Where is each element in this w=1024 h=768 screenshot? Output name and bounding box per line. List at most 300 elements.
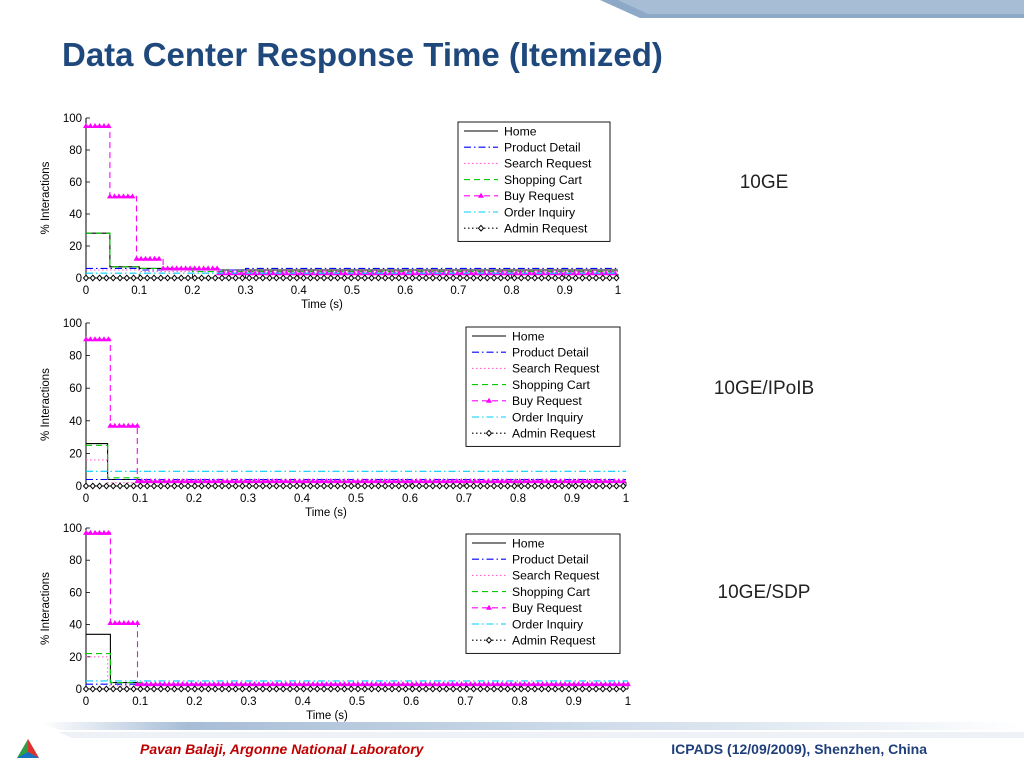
data-point (485, 275, 490, 281)
y-tick-label: 0 (75, 481, 82, 493)
data-point (573, 275, 578, 281)
data-point (471, 275, 476, 281)
data-point (607, 275, 612, 281)
data-point (267, 483, 272, 489)
data-point (560, 483, 565, 489)
y-tick-label: 60 (69, 383, 82, 396)
series-admin-request (84, 483, 627, 489)
data-point (260, 686, 265, 692)
y-tick-label: 60 (69, 587, 82, 600)
data-point (594, 275, 599, 281)
panel-label-10ge: 10GE (739, 172, 789, 193)
data-point (485, 483, 490, 489)
data-point (553, 275, 558, 281)
header-band (0, 0, 1024, 20)
data-point (505, 275, 510, 281)
data-point (138, 275, 143, 281)
x-tick-label: 0 (82, 696, 90, 708)
legend-label-product-detail: Product Detail (512, 345, 589, 360)
x-tick-label: 0.9 (564, 493, 580, 505)
data-point (471, 686, 476, 692)
x-tick-label: 1 (614, 285, 622, 297)
data-point (199, 275, 204, 281)
x-tick-label: 1 (622, 493, 630, 505)
data-point (539, 275, 544, 281)
data-point (192, 275, 197, 281)
data-point (430, 483, 435, 489)
legend (466, 327, 620, 446)
x-tick-label: 0.3 (237, 285, 254, 297)
data-point (260, 483, 265, 489)
data-point (390, 275, 395, 281)
data-point (362, 275, 367, 281)
data-point (369, 686, 374, 692)
x-tick-label: 0.2 (186, 696, 203, 708)
data-point (308, 686, 313, 692)
data-point (417, 686, 422, 692)
data-point (335, 686, 340, 692)
data-point (383, 483, 388, 489)
series-home (86, 444, 626, 482)
y-tick-label: 20 (69, 651, 82, 664)
data-point (226, 275, 231, 281)
legend-label-shopping-cart: Shopping Cart (504, 172, 582, 187)
x-tick-label: 0 (82, 285, 90, 297)
data-point (206, 483, 211, 489)
y-tick-label: 80 (69, 350, 82, 363)
data-point (186, 275, 191, 281)
data-point (566, 686, 571, 692)
data-point (134, 620, 140, 625)
legend-label-order-inquiry: Order Inquiry (512, 617, 584, 632)
data-point (342, 483, 347, 489)
x-tick-label: 0.3 (240, 493, 256, 505)
data-point (233, 483, 238, 489)
data-point (138, 483, 143, 489)
data-point (390, 686, 395, 692)
y-axis-label: % Interactions (40, 572, 52, 645)
footer (0, 718, 1024, 768)
data-point (328, 483, 333, 489)
legend (458, 122, 610, 241)
data-point (621, 686, 626, 692)
series-admin-request (84, 686, 629, 692)
x-axis-label: Time (s) (305, 507, 347, 519)
x-tick-label: 0.5 (349, 696, 365, 708)
data-point (430, 275, 435, 281)
data-point (165, 686, 170, 692)
data-point (390, 483, 395, 489)
legend-label-product-detail: Product Detail (512, 552, 589, 567)
data-point (233, 686, 238, 692)
data-point (220, 275, 225, 281)
data-point (492, 275, 497, 281)
data-point (526, 483, 531, 489)
data-point (152, 686, 157, 692)
data-point (158, 275, 163, 281)
data-point (220, 686, 225, 692)
data-point (124, 686, 129, 692)
data-point (213, 483, 218, 489)
data-point (206, 275, 211, 281)
legend-label-home: Home (512, 536, 545, 551)
data-point (308, 275, 313, 281)
footer-author: Pavan Balaji, Argonne National Laboratory (140, 741, 424, 757)
footer-conference: ICPADS (12/09/2009), Shenzhen, China (671, 741, 927, 757)
data-point (145, 275, 150, 281)
data-point (607, 686, 612, 692)
data-point (233, 275, 238, 281)
series-line-search-request (86, 657, 628, 686)
y-tick-label: 40 (69, 209, 82, 221)
data-point (335, 275, 340, 281)
x-tick-label: 0.1 (132, 493, 148, 505)
data-point (458, 686, 463, 692)
legend-label-search-request: Search Request (512, 568, 600, 583)
y-axis-label: % Interactions (40, 161, 52, 235)
legend-label-search-request: Search Request (512, 361, 600, 376)
legend-label-shopping-cart: Shopping Cart (512, 377, 590, 392)
data-point (226, 483, 231, 489)
series-shopping-cart (86, 654, 628, 685)
data-point (288, 483, 293, 489)
data-point (444, 275, 449, 281)
data-point (546, 483, 551, 489)
data-point (172, 275, 177, 281)
legend (466, 534, 620, 653)
data-point (281, 483, 286, 489)
data-point (335, 483, 340, 489)
data-point (539, 686, 544, 692)
data-point (179, 483, 184, 489)
data-point (131, 483, 136, 489)
data-point (240, 275, 245, 281)
data-point (383, 275, 388, 281)
data-point (179, 275, 184, 281)
data-point (560, 275, 565, 281)
data-point (90, 483, 95, 489)
panel-label-10ge-ipoib: 10GE/IPoIB (713, 378, 815, 399)
data-point (322, 483, 327, 489)
data-point (369, 275, 374, 281)
data-point (111, 483, 116, 489)
data-point (254, 275, 259, 281)
y-tick-label: 40 (69, 415, 82, 428)
chart-panel-10ge-sdp (30, 518, 640, 728)
data-point (587, 483, 592, 489)
data-point (220, 483, 225, 489)
legend-label-buy-request: Buy Request (504, 189, 574, 204)
data-point (342, 686, 347, 692)
y-tick-label: 100 (62, 523, 82, 535)
data-point (424, 483, 429, 489)
data-point (478, 483, 483, 489)
data-point (84, 483, 89, 489)
data-point (396, 686, 401, 692)
legend-label-buy-request: Buy Request (512, 601, 582, 616)
x-tick-label: 1 (624, 696, 632, 708)
data-point (587, 686, 592, 692)
series-search-request (86, 460, 626, 483)
x-tick-label: 0.6 (397, 285, 414, 297)
data-point (403, 275, 408, 281)
legend-label-buy-request: Buy Request (512, 394, 582, 409)
x-tick-label: 0.7 (457, 696, 474, 708)
data-point (301, 275, 306, 281)
y-tick-label: 80 (69, 145, 82, 157)
data-point (138, 686, 143, 692)
data-point (267, 275, 272, 281)
data-point (349, 275, 354, 281)
data-point (152, 275, 157, 281)
data-point (294, 483, 299, 489)
data-point (118, 483, 123, 489)
data-point (247, 483, 252, 489)
data-point (274, 686, 279, 692)
data-point (492, 686, 497, 692)
series-line-shopping-cart (86, 445, 626, 481)
legend-label-order-inquiry: Order Inquiry (512, 410, 584, 425)
data-point (274, 483, 279, 489)
data-point (349, 483, 354, 489)
data-point (396, 483, 401, 489)
y-tick-label: 20 (69, 241, 82, 253)
data-point (376, 275, 381, 281)
data-point (362, 686, 367, 692)
data-point (90, 686, 95, 692)
data-point (451, 275, 456, 281)
legend-label-home: Home (512, 329, 545, 344)
data-point (464, 275, 469, 281)
data-point (206, 686, 211, 692)
data-point (247, 686, 252, 692)
data-point (145, 686, 150, 692)
data-point (410, 275, 415, 281)
data-point (526, 686, 531, 692)
data-point (478, 275, 483, 281)
data-point (451, 686, 456, 692)
data-point (308, 483, 313, 489)
data-point (417, 275, 422, 281)
chart-panel-10ge (30, 108, 640, 318)
data-point (90, 275, 95, 281)
data-point (247, 275, 252, 281)
x-axis-label: Time (s) (301, 299, 343, 311)
data-point (437, 275, 442, 281)
data-point (322, 686, 327, 692)
data-point (356, 275, 361, 281)
data-point (226, 686, 231, 692)
data-point (621, 483, 626, 489)
data-point (165, 275, 170, 281)
data-point (512, 275, 517, 281)
data-point (580, 275, 585, 281)
legend-label-admin-request: Admin Request (512, 633, 596, 648)
data-point (281, 275, 286, 281)
x-tick-label: 0.7 (450, 285, 467, 297)
series-line-shopping-cart (86, 654, 628, 685)
data-point (566, 483, 571, 489)
x-tick-label: 0.9 (565, 696, 582, 708)
data-point (213, 275, 218, 281)
data-point (376, 686, 381, 692)
x-tick-label: 0.6 (402, 493, 418, 505)
x-tick-label: 0.2 (184, 285, 201, 297)
data-point (492, 483, 497, 489)
data-point (104, 483, 109, 489)
data-point (437, 483, 442, 489)
x-tick-label: 0.3 (240, 696, 257, 708)
data-point (349, 686, 354, 692)
x-tick-label: 0.8 (510, 493, 526, 505)
legend-label-shopping-cart: Shopping Cart (512, 584, 590, 599)
data-point (274, 275, 279, 281)
data-point (301, 686, 306, 692)
data-point (124, 483, 129, 489)
data-point (97, 483, 102, 489)
y-tick-label: 80 (69, 555, 82, 568)
data-point (410, 483, 415, 489)
data-point (84, 275, 89, 281)
data-point (254, 483, 259, 489)
x-axis-label: Time (s) (306, 710, 348, 722)
data-point (594, 483, 599, 489)
data-point (192, 483, 197, 489)
data-point (471, 483, 476, 489)
x-tick-label: 0 (82, 493, 90, 505)
data-point (179, 686, 184, 692)
series-line-search-request (86, 460, 626, 483)
data-point (172, 483, 177, 489)
data-point (199, 686, 204, 692)
y-tick-label: 60 (69, 177, 82, 189)
data-point (376, 483, 381, 489)
data-point (519, 483, 524, 489)
data-point (118, 686, 123, 692)
data-point (267, 686, 272, 692)
data-point (437, 686, 442, 692)
data-point (131, 275, 136, 281)
data-point (566, 275, 571, 281)
data-point (165, 483, 170, 489)
data-point (532, 686, 537, 692)
data-point (152, 483, 157, 489)
legend-label-home: Home (504, 124, 537, 139)
data-point (294, 686, 299, 692)
data-point (424, 275, 429, 281)
x-tick-label: 0.1 (131, 285, 148, 297)
slide-title: Data Center Response Time (Itemized) (62, 36, 663, 73)
data-point (260, 275, 265, 281)
data-point (104, 686, 109, 692)
data-point (444, 686, 449, 692)
data-point (600, 275, 605, 281)
data-point (451, 483, 456, 489)
x-tick-label: 0.8 (503, 285, 520, 297)
y-tick-label: 0 (75, 273, 82, 285)
data-point (417, 483, 422, 489)
data-point (614, 686, 619, 692)
data-point (594, 686, 599, 692)
data-point (97, 275, 102, 281)
y-tick-label: 40 (69, 619, 82, 632)
y-tick-label: 100 (62, 318, 82, 330)
y-tick-label: 20 (69, 448, 82, 461)
data-point (362, 483, 367, 489)
data-point (118, 275, 123, 281)
legend-label-admin-request: Admin Request (504, 221, 588, 236)
data-point (192, 686, 197, 692)
x-tick-label: 0.4 (294, 696, 311, 708)
data-point (145, 483, 150, 489)
data-point (158, 483, 163, 489)
data-point (111, 275, 116, 281)
data-point (186, 483, 191, 489)
data-point (403, 686, 408, 692)
data-point (240, 483, 245, 489)
data-point (546, 686, 551, 692)
data-point (315, 686, 320, 692)
data-point (512, 686, 517, 692)
data-point (498, 686, 503, 692)
data-point (356, 686, 361, 692)
data-point (512, 483, 517, 489)
data-point (485, 686, 490, 692)
data-point (315, 275, 320, 281)
panel-label-10ge-sdp: 10GE/SDP (717, 582, 811, 603)
data-point (383, 686, 388, 692)
data-point (553, 686, 558, 692)
data-point (396, 275, 401, 281)
data-point (573, 483, 578, 489)
data-point (199, 483, 204, 489)
data-point (553, 483, 558, 489)
x-tick-label: 0.4 (294, 493, 310, 505)
data-point (104, 275, 109, 281)
data-point (424, 686, 429, 692)
legend-label-order-inquiry: Order Inquiry (504, 205, 576, 220)
argonne-logo-icon (16, 738, 40, 760)
data-point (580, 686, 585, 692)
data-point (410, 686, 415, 692)
x-tick-label: 0.7 (456, 493, 472, 505)
data-point (430, 686, 435, 692)
data-point (288, 275, 293, 281)
data-point (539, 483, 544, 489)
x-tick-label: 0.8 (511, 696, 528, 708)
data-point (281, 686, 286, 692)
y-tick-label: 0 (75, 684, 82, 696)
series-search-request (86, 657, 628, 686)
data-point (560, 686, 565, 692)
data-point (328, 686, 333, 692)
data-point (587, 275, 592, 281)
data-point (172, 686, 177, 692)
data-point (580, 483, 585, 489)
data-point (532, 483, 537, 489)
series-admin-request (84, 275, 619, 281)
data-point (213, 686, 218, 692)
data-point (600, 686, 605, 692)
data-point (526, 275, 531, 281)
data-point (498, 483, 503, 489)
y-tick-label: 100 (62, 113, 82, 125)
x-tick-label: 0.2 (186, 493, 202, 505)
legend-label-admin-request: Admin Request (512, 426, 596, 441)
data-point (97, 686, 102, 692)
data-point (158, 686, 163, 692)
data-point (458, 483, 463, 489)
